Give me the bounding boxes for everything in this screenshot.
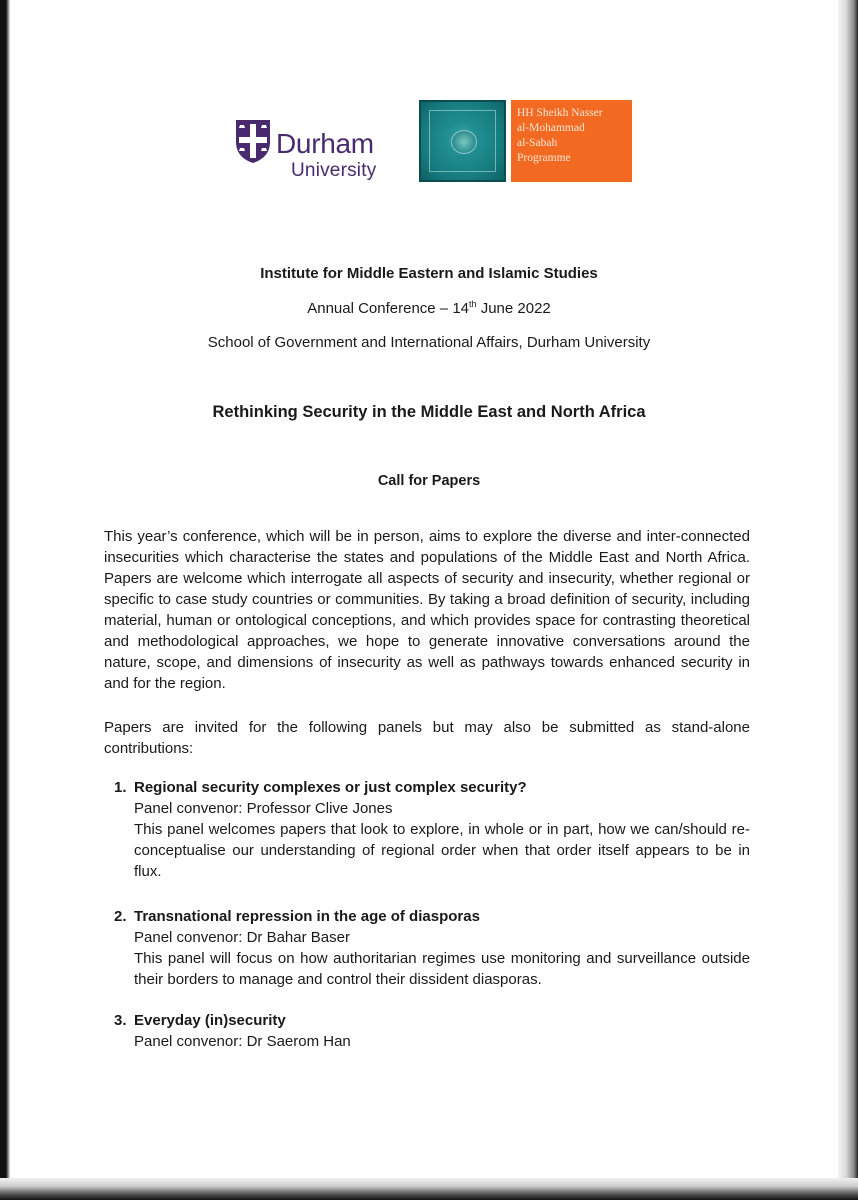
conference-prefix: Annual Conference – 14 xyxy=(307,300,470,317)
panel-item xyxy=(104,1010,750,1052)
panel-convenor: Panel convenor: Dr Saerom Han xyxy=(134,1033,351,1050)
panel-number: 3. xyxy=(114,1012,127,1029)
photo-edge-right xyxy=(838,0,858,1200)
photo-edge-bottom xyxy=(0,1178,858,1200)
durham-wordmark: Durham xyxy=(276,128,374,159)
panel-title xyxy=(104,1010,750,1031)
panel-convenor: Panel convenor: Professor Clive Jones xyxy=(134,800,393,817)
intro-paragraph: This year’s conference, which will be in person, aims to explore the diverse and inter-connected insecurities which characterise the states and populations of the Middle East and North Africa. Papers are welcome which interrogate all aspects of security and insecurity, whether regional or specific to case study countries or communities. By taking a broad definition of security, including material, human or ontological conceptions, and which provides space for contrasting theoretical and methodological approaches, we hope to generate innovative conversations around the nature, scope, and dimensions of insecurity as well as pathways towards enhanced security in and for the region. xyxy=(104,528,750,692)
panel-number: 2. xyxy=(114,908,127,925)
date-ordinal: th xyxy=(469,299,477,309)
call-for-papers-heading: Call for Papers xyxy=(377,473,481,489)
panel-title xyxy=(104,777,750,798)
photo-edge-left xyxy=(0,0,10,1200)
programme-line: al-Mohammad xyxy=(517,122,585,134)
programme-logo xyxy=(511,100,632,182)
panel-convenor: Panel convenor: Dr Bahar Baser xyxy=(134,929,350,946)
panel-title xyxy=(104,906,750,927)
panel-description: This panel will focus on how authoritarian regimes use monitoring and surveillance outside their borders to manage and control their dissident diasporas. xyxy=(134,950,750,988)
durham-crest-icon xyxy=(234,118,272,164)
programme-line: HH Sheikh Nasser xyxy=(517,107,603,119)
conference-suffix: June 2022 xyxy=(476,300,551,317)
university-wordmark: University xyxy=(291,160,377,181)
book-cover-logo xyxy=(419,100,506,182)
panel-title-text: Transnational repression in the age of diasporas xyxy=(134,908,480,925)
panel-title-text: Regional security complexes or just complex security? xyxy=(134,779,527,796)
programme-line: al-Sabah xyxy=(517,137,558,149)
school-line: School of Government and International Affairs, Durham University xyxy=(207,334,651,351)
invite-paragraph: Papers are invited for the following panels but may also be submitted as stand-alone contributions: xyxy=(104,719,750,757)
panel-item xyxy=(104,906,750,990)
conference-date xyxy=(0,300,858,317)
logo-strip xyxy=(234,100,634,185)
panel-description: This panel welcomes papers that look to explore, in whole or in part, how we can/should re-conceptualise our understanding of regional order when that order itself appears to be in flux. xyxy=(134,821,750,880)
panel-title-text: Everyday (in)security xyxy=(134,1012,286,1029)
durham-university-logo xyxy=(234,114,404,181)
medallion-icon xyxy=(451,130,477,154)
institute-heading: Institute for Middle Eastern and Islamic Studies xyxy=(260,265,598,282)
panel-number: 1. xyxy=(114,779,127,796)
programme-line: Programme xyxy=(517,152,571,164)
panel-item xyxy=(104,777,750,882)
conference-title: Rethinking Security in the Middle East and North Africa xyxy=(212,403,646,421)
